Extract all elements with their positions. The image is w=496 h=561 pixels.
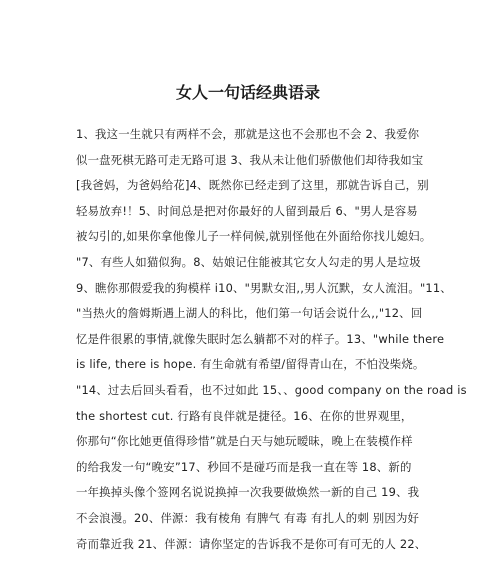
body-line: "7、有些人如猫似狗。8、姑娘记住能被其它女人勾走的男人是垃圾 xyxy=(76,254,421,269)
body-line: 的给我发一句“晚安”17、秒回不是碰巧而是我一直在等 18、新的 xyxy=(76,459,412,474)
body-line: 9、瞧你那假爱我的狗模样 i10、"男默女泪,,男人沉默，女人流泪。"11、 xyxy=(76,280,452,295)
body-line: is life, there is hope. 有生命就有希望/留得青山在，不怕没柴烧。 xyxy=(76,357,425,372)
body-line: 被勾引的,如果你拿他像儿子一样伺候,就别怪他在外面给你找儿媳妇。 xyxy=(76,229,432,244)
body-line: 奇而靠近我 21、伴源：请你坚定的告诉我不是你可有可无的人 22、 xyxy=(76,536,427,551)
body-line: [我爸妈，为爸妈给花]4、既然你已经走到了这里，那就告诉自己，别 xyxy=(76,178,429,193)
body-line: 忆是件很累的事情,就像失眠时怎么躺都不对的样子。13、"while there xyxy=(76,331,445,346)
body-line: "当热火的詹姆斯遇上湖人的科比，他们第一句话会说什么,,"12、回 xyxy=(76,306,423,321)
body-line: the shortest cut. 行路有良伴就是捷径。16、在你的世界观里， xyxy=(76,408,413,423)
document-body xyxy=(76,122,467,557)
body-line: 你那句“你比她更值得珍惜”就是白天与她玩暧昧，晚上在装模作样 xyxy=(76,434,413,449)
body-line: 1、我这一生就只有两样不会，那就是这也不会那也不会 2、我爱你 xyxy=(76,127,420,141)
document-title: 女人一句话经典语录 xyxy=(175,83,320,102)
body-line: 不会浪漫。20、伴源：我有棱角 有脾气 有毒 有扎人的刺 别因为好 xyxy=(76,510,420,525)
body-line: "14、过去后回头看看，也不过如此 15、、good company on the road is xyxy=(76,382,467,397)
body-line: 一年换掉头像个签网名说说换掉一次我要做焕然一新的自己 19、我 xyxy=(76,485,420,500)
body-line: 似一盘死棋无路可走无路可退 3、我从未让他们骄傲他们却待我如宝 xyxy=(76,152,424,167)
body-line: 轻易放弃!！5、时间总是把对你最好的人留到最后 6、"男人是容易 xyxy=(76,203,418,218)
